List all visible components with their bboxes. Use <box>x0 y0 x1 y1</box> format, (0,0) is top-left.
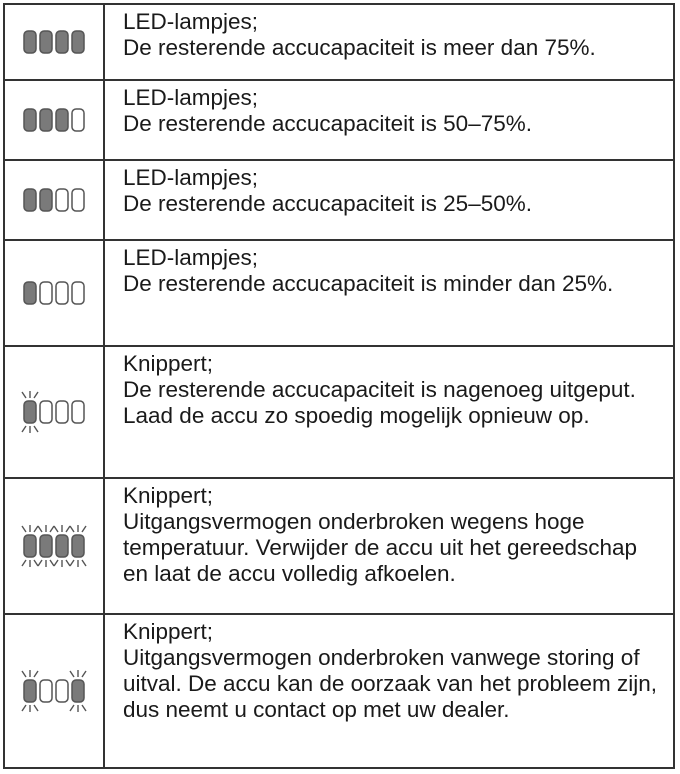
led-1-blinking-icon <box>19 386 89 438</box>
description-cell <box>105 81 673 159</box>
icon-cell <box>5 347 105 477</box>
status-label: Knippert; <box>123 619 214 644</box>
icon-cell <box>5 5 105 79</box>
status-description: Uitgangsvermogen onderbroken wegens hoge temperatuur. Verwijder de accu uit het gereedschap en laat de accu volledig afkoelen. <box>123 509 638 586</box>
led-1-and-4-blinking-icon <box>19 665 89 717</box>
description-cell <box>105 615 673 767</box>
icon-cell <box>5 81 105 159</box>
led-3-on-icon <box>19 94 89 146</box>
description-cell <box>105 5 673 79</box>
status-description: Uitgangsvermogen onderbroken vanwege storing of uitval. De accu kan de oorzaak van het probleem zijn, dus neemt u contact op met uw dealer. <box>123 645 658 722</box>
status-label: LED-lampjes; <box>123 245 259 270</box>
table-row <box>5 161 673 241</box>
table-row <box>5 81 673 161</box>
status-label: Knippert; <box>123 351 214 376</box>
battery-indicator-table <box>3 3 675 769</box>
led-2-on-icon <box>19 174 89 226</box>
icon-cell <box>5 161 105 239</box>
table-row <box>5 615 673 767</box>
status-label: LED-lampjes; <box>123 165 259 190</box>
status-description: De resterende accucapaciteit is 50–75%. <box>123 111 532 136</box>
icon-cell <box>5 615 105 767</box>
status-description: De resterende accucapaciteit is 25–50%. <box>123 191 532 216</box>
status-label: LED-lampjes; <box>123 85 259 110</box>
led-4-on-icon <box>19 16 89 68</box>
led-all-blinking-icon <box>19 520 89 572</box>
table-row <box>5 347 673 479</box>
description-cell <box>105 347 673 477</box>
status-label: Knippert; <box>123 483 214 508</box>
description-cell <box>105 241 673 345</box>
description-cell <box>105 479 673 613</box>
icon-cell <box>5 241 105 345</box>
status-description: De resterende accucapaciteit is minder dan 25%. <box>123 271 614 296</box>
table-row <box>5 5 673 81</box>
description-cell <box>105 161 673 239</box>
status-label: LED-lampjes; <box>123 9 259 34</box>
icon-cell <box>5 479 105 613</box>
led-1-on-icon <box>19 267 89 319</box>
status-description: De resterende accucapaciteit is meer dan 75%. <box>123 35 596 60</box>
table-row <box>5 479 673 615</box>
status-description: De resterende accucapaciteit is nagenoeg uitgeput. Laad de accu zo spoedig mogelijk opnieuw op. <box>123 377 636 428</box>
table-row <box>5 241 673 347</box>
